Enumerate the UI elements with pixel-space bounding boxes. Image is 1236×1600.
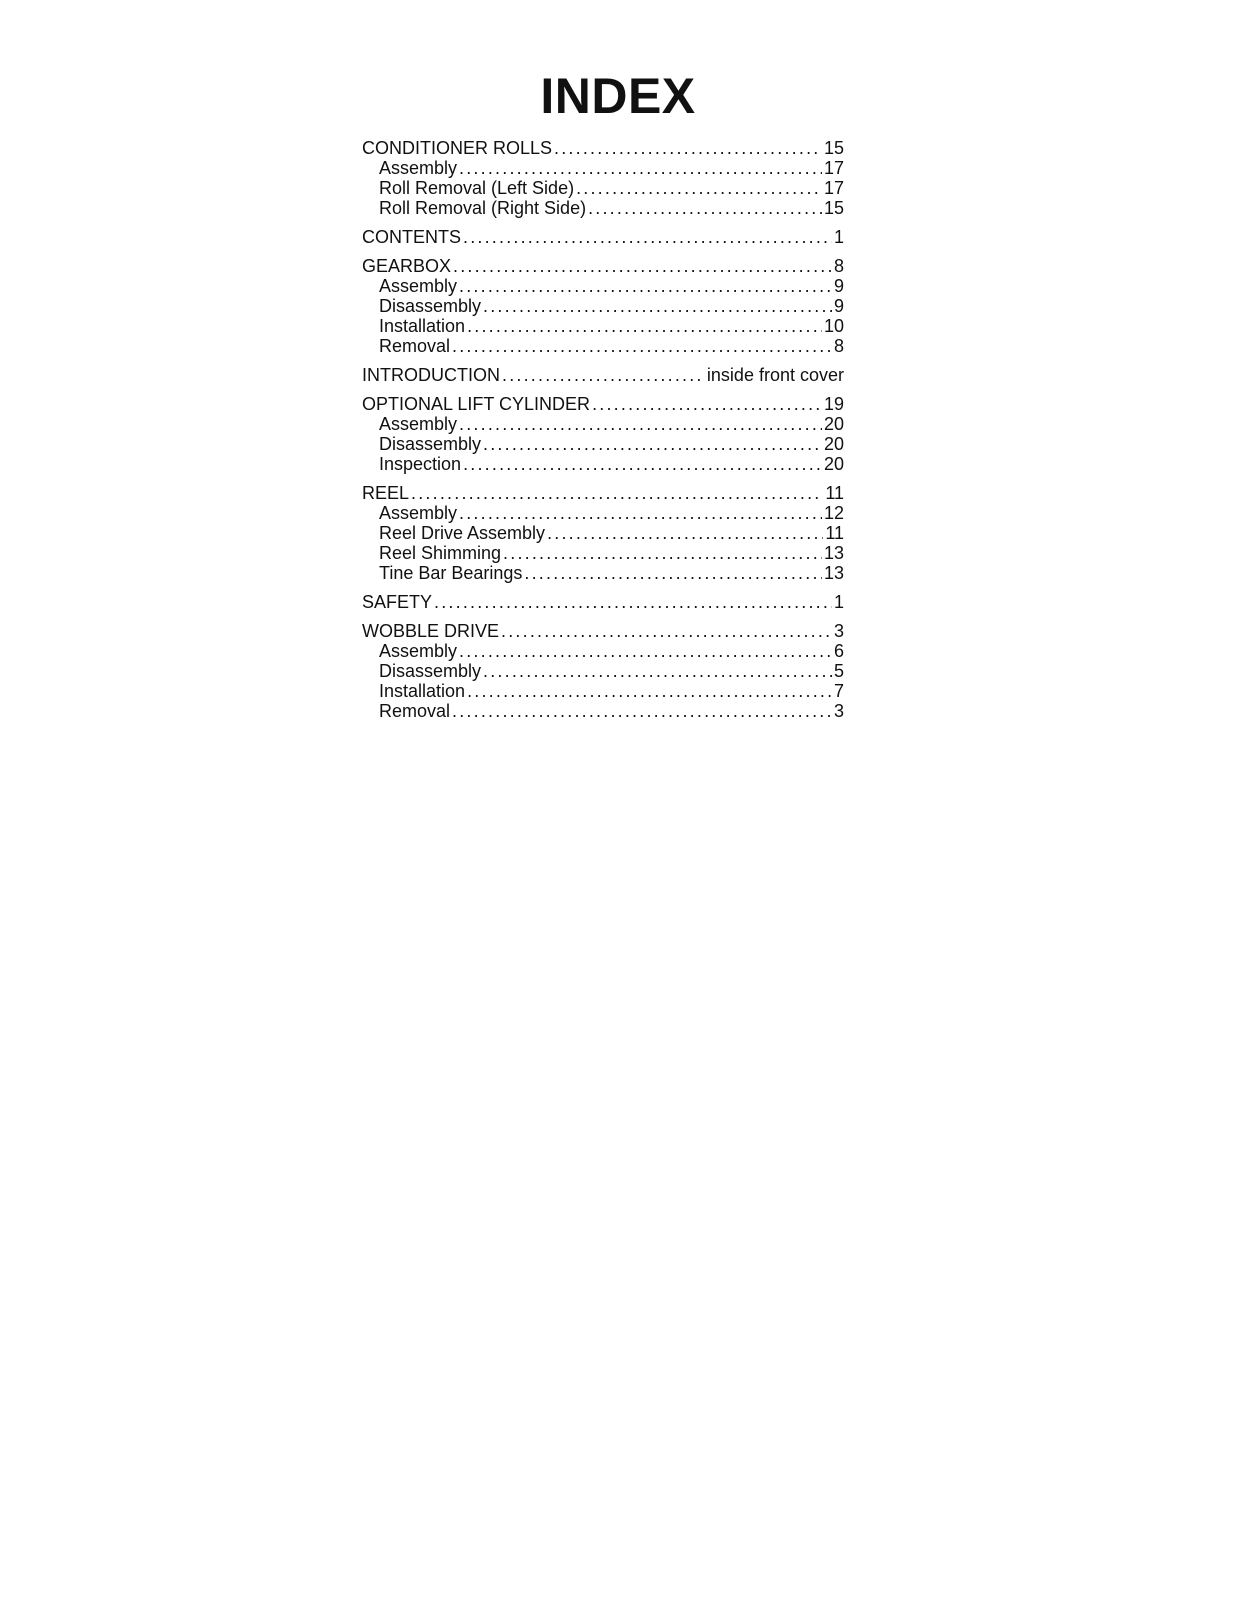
entry-label: REEL — [362, 483, 410, 503]
entry-label: Reel Drive Assembly — [379, 523, 546, 543]
entry-label: Assembly — [379, 158, 458, 178]
entry-page-number: 12 — [823, 503, 844, 523]
index-list — [362, 138, 844, 730]
entry-page-number: 1 — [833, 592, 844, 612]
index-group — [362, 365, 844, 385]
entry-page-number: 10 — [823, 316, 844, 336]
entry-page-number: 1 — [833, 227, 844, 247]
index-subentry — [362, 198, 844, 218]
index-subentry — [362, 296, 844, 316]
index-subentry — [362, 336, 844, 356]
index-subentry — [362, 543, 844, 563]
entry-label: INTRODUCTION — [362, 365, 500, 385]
index-group — [362, 592, 844, 612]
entry-page-number: 8 — [833, 336, 844, 356]
entry-page-number: 20 — [823, 434, 844, 454]
index-subentry — [362, 563, 844, 583]
index-subentry — [362, 661, 844, 681]
entry-page-number: 13 — [823, 563, 844, 583]
index-subentry — [362, 681, 844, 701]
index-heading-entry — [362, 621, 844, 641]
dot-leader — [453, 256, 832, 276]
dot-leader — [411, 483, 823, 503]
page-title: INDEX — [540, 68, 696, 124]
entry-page-number: 6 — [833, 641, 844, 661]
dot-leader — [463, 454, 822, 474]
entry-label: Assembly — [379, 414, 458, 434]
dot-leader — [452, 701, 832, 721]
dot-leader — [459, 503, 822, 523]
entry-page-number: 7 — [833, 681, 844, 701]
dot-leader — [547, 523, 823, 543]
index-subentry — [362, 641, 844, 661]
entry-page-number: 17 — [823, 158, 844, 178]
index-subentry — [362, 434, 844, 454]
dot-leader — [524, 563, 822, 583]
entry-label: Disassembly — [379, 434, 482, 454]
index-group — [362, 256, 844, 356]
entry-label: Installation — [379, 316, 466, 336]
entry-page-number: 13 — [823, 543, 844, 563]
index-subentry — [362, 178, 844, 198]
entry-page-number: 3 — [833, 621, 844, 641]
entry-page-number: 17 — [823, 178, 844, 198]
dot-leader — [452, 336, 832, 356]
dot-leader — [459, 276, 832, 296]
dot-leader — [576, 178, 822, 198]
dot-leader — [459, 641, 832, 661]
dot-leader — [483, 296, 832, 316]
dot-leader — [483, 434, 822, 454]
entry-page-number: 5 — [833, 661, 844, 681]
entry-label: CONTENTS — [362, 227, 461, 247]
entry-page-number: 11 — [825, 483, 844, 503]
entry-page-number: 9 — [833, 276, 844, 296]
dot-leader — [592, 394, 822, 414]
entry-label: GEARBOX — [362, 256, 452, 276]
index-subentry — [362, 701, 844, 721]
index-group — [362, 394, 844, 474]
dot-leader — [467, 316, 822, 336]
entry-label: Assembly — [379, 641, 458, 661]
entry-page-number: 19 — [823, 394, 844, 414]
index-group — [362, 138, 844, 218]
index-heading-entry — [362, 256, 844, 276]
entry-label: WOBBLE DRIVE — [362, 621, 500, 641]
entry-label: Inspection — [379, 454, 462, 474]
entry-label: Removal — [379, 336, 451, 356]
entry-page-number: 11 — [825, 523, 844, 543]
index-subentry — [362, 454, 844, 474]
entry-page-number: 15 — [823, 198, 844, 218]
index-subentry — [362, 276, 844, 296]
dot-leader — [459, 158, 822, 178]
entry-label: Installation — [379, 681, 466, 701]
index-subentry — [362, 503, 844, 523]
entry-label: CONDITIONER ROLLS — [362, 138, 553, 158]
dot-leader — [459, 414, 822, 434]
entry-page-number: 20 — [823, 414, 844, 434]
entry-page-number: 8 — [833, 256, 844, 276]
index-subentry — [362, 414, 844, 434]
index-subentry — [362, 316, 844, 336]
dot-leader — [501, 621, 832, 641]
dot-leader — [503, 543, 822, 563]
entry-label: Assembly — [379, 503, 458, 523]
entry-label: SAFETY — [362, 592, 433, 612]
dot-leader — [502, 365, 705, 385]
index-heading-entry — [362, 483, 844, 503]
index-group — [362, 227, 844, 247]
entry-label: Tine Bar Bearings — [379, 563, 523, 583]
entry-page-number: inside front cover — [706, 365, 844, 385]
index-subentry — [362, 158, 844, 178]
dot-leader — [554, 138, 822, 158]
entry-label: Disassembly — [379, 661, 482, 681]
entry-label: Reel Shimming — [379, 543, 502, 563]
index-heading-entry — [362, 138, 844, 158]
dot-leader — [467, 681, 832, 701]
index-group — [362, 621, 844, 721]
index-heading-entry — [362, 227, 844, 247]
index-group — [362, 483, 844, 583]
entry-label: OPTIONAL LIFT CYLINDER — [362, 394, 591, 414]
dot-leader — [588, 198, 822, 218]
entry-label: Roll Removal (Right Side) — [379, 198, 587, 218]
entry-page-number: 3 — [833, 701, 844, 721]
entry-page-number: 15 — [823, 138, 844, 158]
dot-leader — [463, 227, 832, 247]
index-heading-entry — [362, 394, 844, 414]
index-subentry — [362, 523, 844, 543]
entry-label: Roll Removal (Left Side) — [379, 178, 575, 198]
entry-label: Assembly — [379, 276, 458, 296]
entry-page-number: 9 — [833, 296, 844, 316]
dot-leader — [483, 661, 832, 681]
dot-leader — [434, 592, 832, 612]
entry-label: Disassembly — [379, 296, 482, 316]
entry-label: Removal — [379, 701, 451, 721]
index-heading-entry — [362, 365, 844, 385]
entry-page-number: 20 — [823, 454, 844, 474]
index-heading-entry — [362, 592, 844, 612]
